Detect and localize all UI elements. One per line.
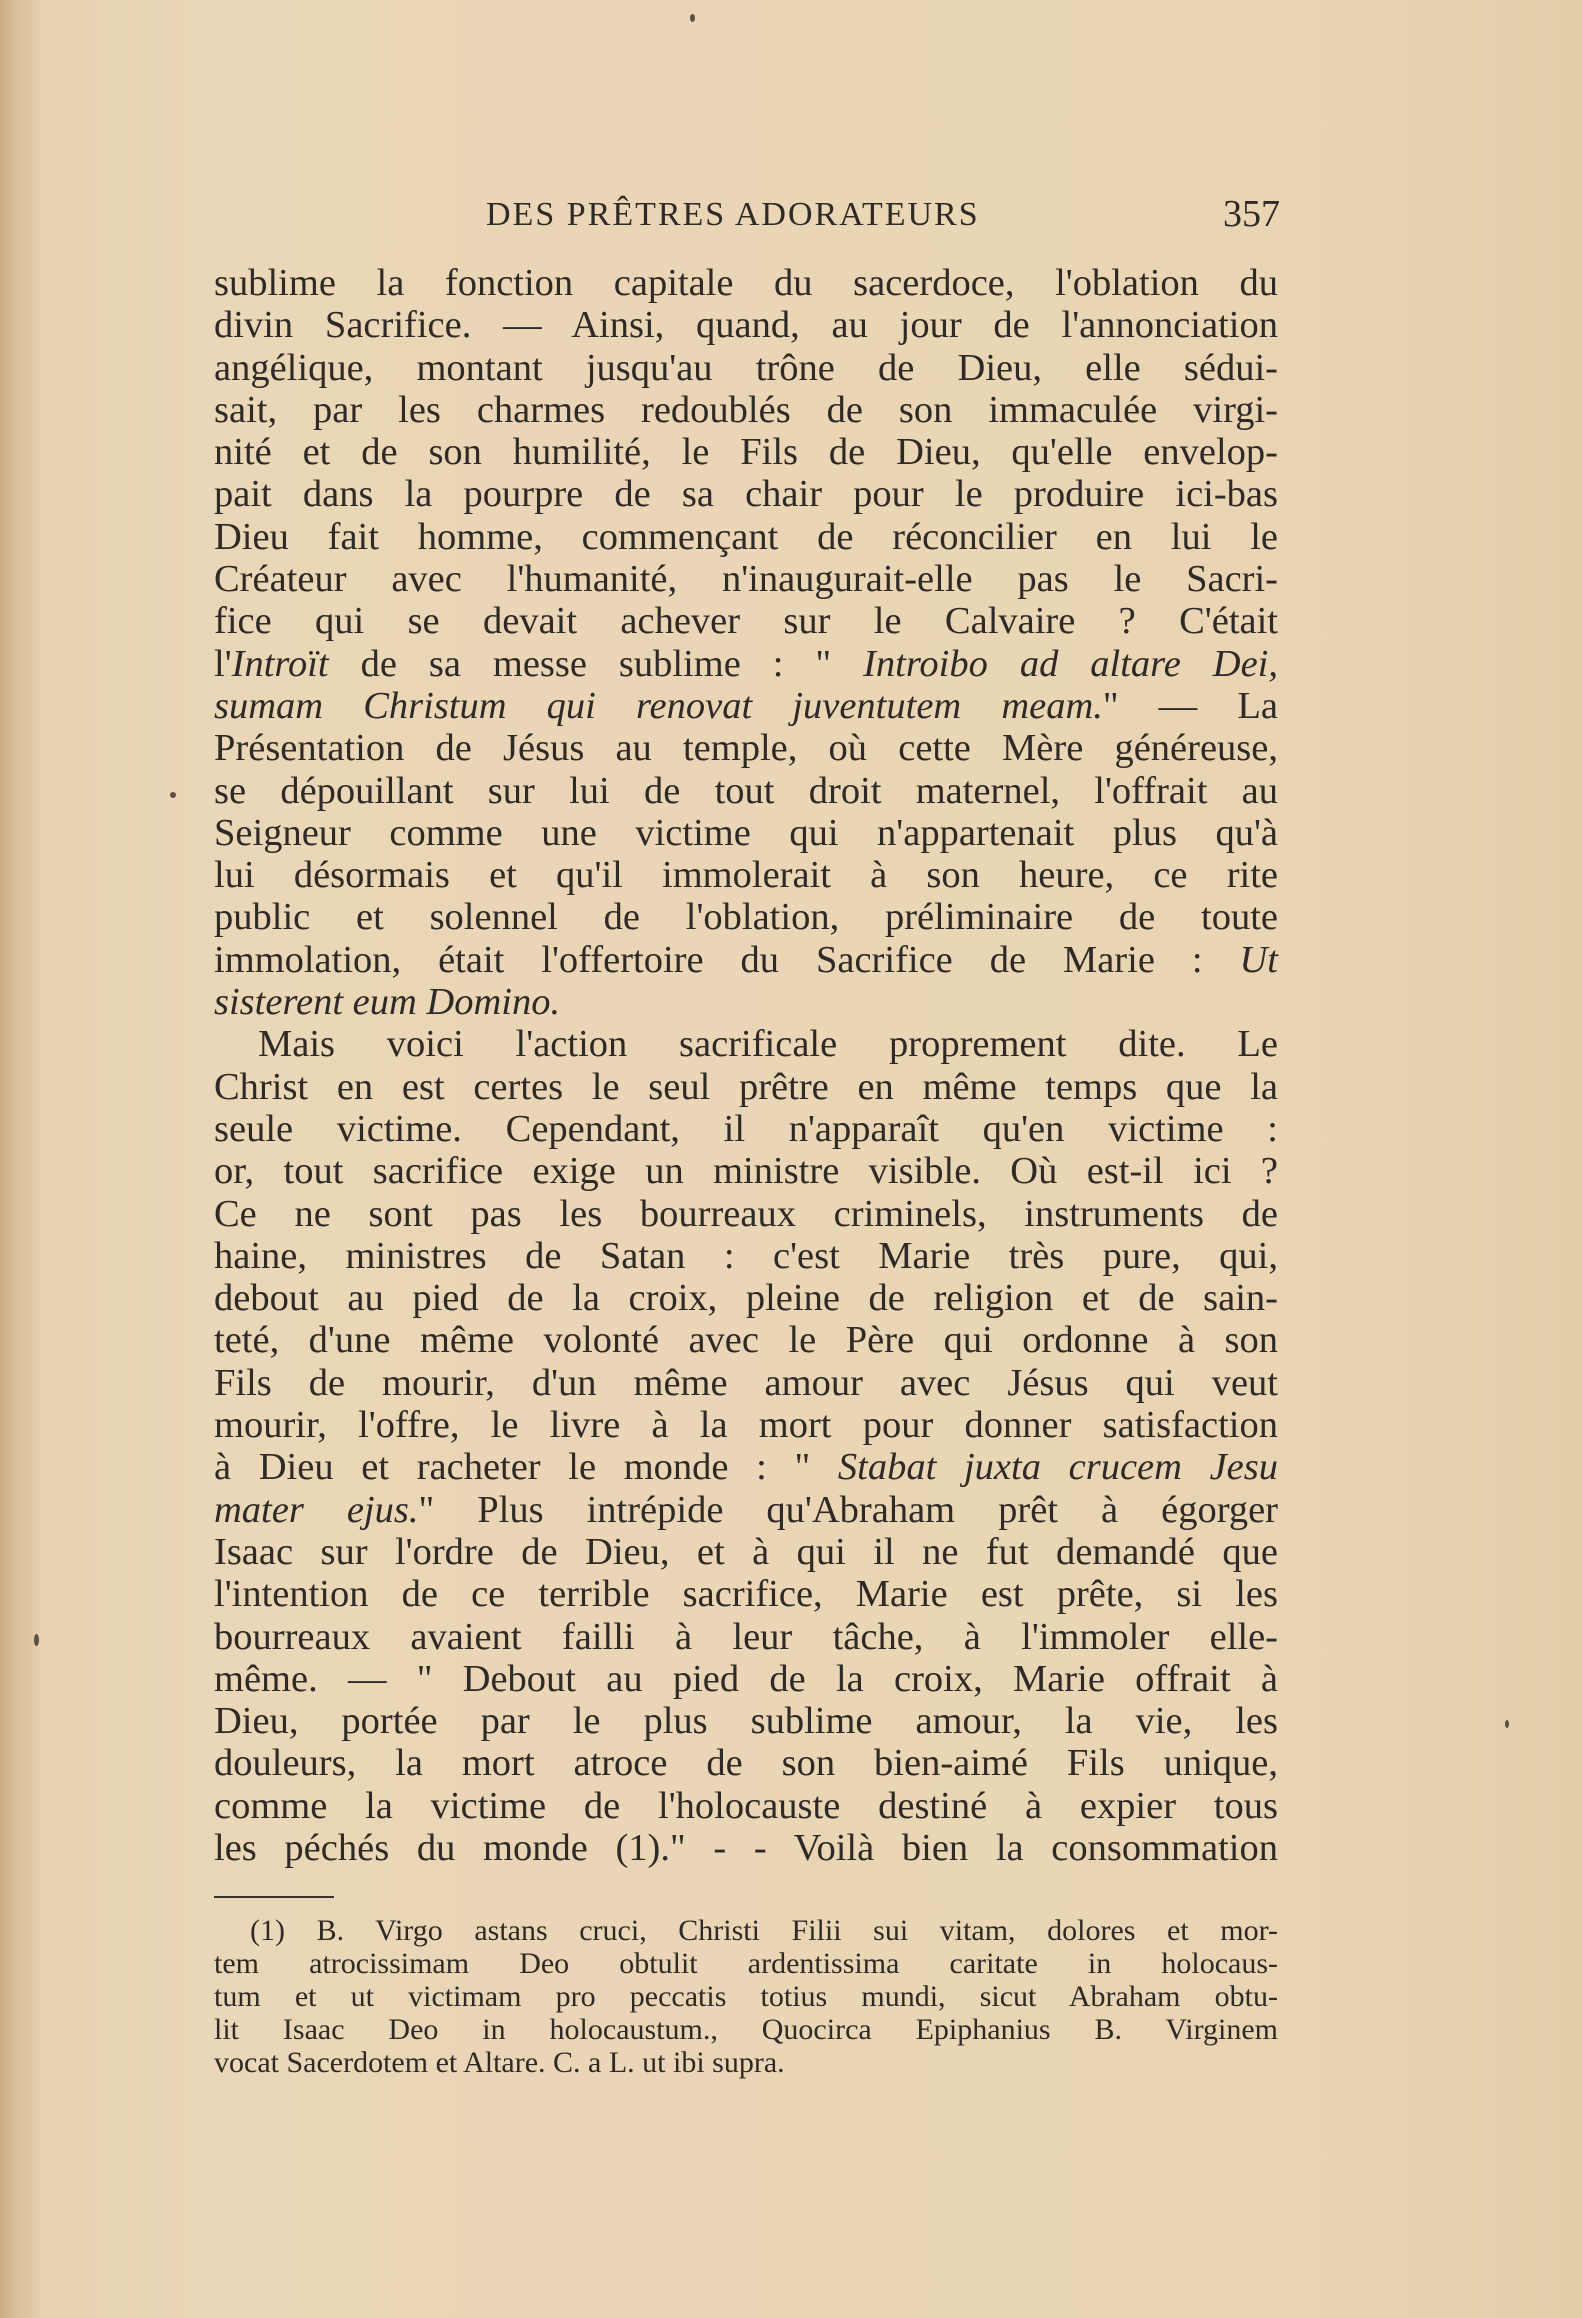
paper-speck: [170, 792, 176, 798]
text-line: les péchés du monde (1)." - - Voilà bien la consommation: [214, 1826, 1278, 1869]
text-line: teté, d'une même volonté avec le Père qui ordonne à son: [214, 1319, 1278, 1362]
text-line: bourreaux avaient failli à leur tâche, à l'immoler elle-: [214, 1615, 1278, 1658]
text-line-italic-mixed: à Dieu et racheter le monde : " Stabat juxta crucem Jesu: [214, 1446, 1278, 1489]
italic-sumam: sumam Christum qui renovat juventutem meam.: [214, 684, 1103, 727]
footnote-line: lit Isaac Deo in holocaustum., Quocirca Epiphanius B. Virginem: [214, 2013, 1278, 2046]
footnote-line: (1) B. Virgo astans cruci, Christi Filii sui vitam, dolores et mor-: [250, 1914, 1278, 1947]
paper-speck: [1505, 1720, 1509, 1728]
text-line: Dieu, portée par le plus sublime amour, la vie, les: [214, 1700, 1278, 1743]
text-line: lui désormais et qu'il immolerait à son heure, ce rite: [214, 854, 1278, 897]
text-line-italic-mixed: immolation, était l'offertoire du Sacrifice de Marie : Ut: [214, 938, 1278, 981]
footnote-line: tem atrocissimam Deo obtulit ardentissima caritate in holocaus-: [214, 1947, 1278, 1980]
text-line: Isaac sur l'ordre de Dieu, et à qui il ne fut demandé que: [214, 1530, 1278, 1573]
text-line: angélique, montant jusqu'au trône de Dieu, elle sédui-: [214, 346, 1278, 389]
text-line: public et solennel de l'oblation, préliminaire de toute: [214, 896, 1278, 939]
text-line: or, tout sacrifice exige un ministre visible. Où est-il ici ?: [214, 1150, 1278, 1193]
italic-ut: Ut: [1239, 938, 1278, 981]
text-line: Seigneur comme une victime qui n'appartenait plus qu'à: [214, 811, 1278, 854]
footnotes: [214, 1914, 1278, 2079]
running-title: DES PRÊTRES ADORATEURS: [486, 196, 980, 233]
text-line: fice qui se devait achever sur le Calvaire ? C'était: [214, 600, 1278, 643]
text-line: même. — " Debout au pied de la croix, Marie offrait à: [214, 1657, 1278, 1700]
paper-speck: [690, 14, 695, 22]
paragraph-start: Mais voici l'action sacrificale proprement dite. Le: [258, 1023, 1278, 1066]
text-line: comme la victime de l'holocauste destiné à expier tous: [214, 1784, 1278, 1827]
text-line: pait dans la pourpre de sa chair pour le produire ici-bas: [214, 473, 1278, 516]
body-text: [214, 262, 1278, 1869]
italic-stabat: Stabat juxta crucem Jesu: [837, 1446, 1278, 1489]
text-line: se dépouillant sur lui de tout droit maternel, l'offrait au: [214, 769, 1278, 812]
text-line: sait, par les charmes redoublés de son immaculée virgi-: [214, 388, 1278, 431]
text-line: l'intention de ce terrible sacrifice, Marie est prête, si les: [214, 1573, 1278, 1616]
text-line: haine, ministres de Satan : c'est Marie très pure, qui,: [214, 1234, 1278, 1277]
text-line: mourir, l'offre, le livre à la mort pour donner satisfaction: [214, 1404, 1278, 1447]
text-line-italic: [214, 981, 1278, 1023]
footnote-line: tum et ut victimam pro peccatis totius mundi, sicut Abraham obtu-: [214, 1980, 1278, 2013]
text-line: divin Sacrifice. — Ainsi, quand, au jour de l'annonciation: [214, 304, 1278, 347]
text-line: sublime la fonction capitale du sacerdoce, l'oblation du: [214, 262, 1278, 304]
text-line: Ce ne sont pas les bourreaux criminels, instruments de: [214, 1192, 1278, 1235]
text-line: Fils de mourir, d'un même amour avec Jésus qui veut: [214, 1361, 1278, 1404]
text-line: Dieu fait homme, commençant de réconcilier en lui le: [214, 515, 1278, 558]
page-number: 357: [1223, 193, 1280, 235]
italic-sisterent: sisterent eum Domino.: [214, 981, 561, 1024]
text-line: Présentation de Jésus au temple, où cette Mère généreuse,: [214, 727, 1278, 770]
text-line: Christ en est certes le seul prêtre en même temps que la: [214, 1065, 1278, 1108]
italic-introibo: Introibo ad altare Dei,: [863, 642, 1278, 685]
page-header: [210, 193, 1280, 244]
text-line-italic-mixed: sumam Christum qui renovat juventutem meam." — La: [214, 684, 1278, 727]
text-line: seule victime. Cependant, il n'apparaît qu'en victime :: [214, 1107, 1278, 1150]
page-binding-edge: [0, 0, 44, 2318]
text-line: Créateur avec l'humanité, n'inaugurait-elle pas le Sacri-: [214, 558, 1278, 601]
italic-mater: mater ejus.: [214, 1488, 419, 1531]
footnote-divider: [214, 1896, 334, 1898]
italic-introit: Introït: [231, 642, 329, 685]
text-line-italic-mixed: mater ejus." Plus intrépide qu'Abraham prêt à égorger: [214, 1488, 1278, 1531]
text-line: douleurs, la mort atroce de son bien-aimé Fils unique,: [214, 1742, 1278, 1785]
footnote-line: vocat Sacerdotem et Altare. C. a L. ut ibi supra.: [214, 2046, 785, 2079]
text-line: debout au pied de la croix, pleine de religion et de sain-: [214, 1277, 1278, 1320]
text-line: nité et de son humilité, le Fils de Dieu, qu'elle envelop-: [214, 431, 1278, 474]
paper-speck: [34, 1634, 39, 1646]
text-line-italic-mixed: l'Introït de sa messe sublime : " Introibo ad altare Dei,: [214, 642, 1278, 685]
